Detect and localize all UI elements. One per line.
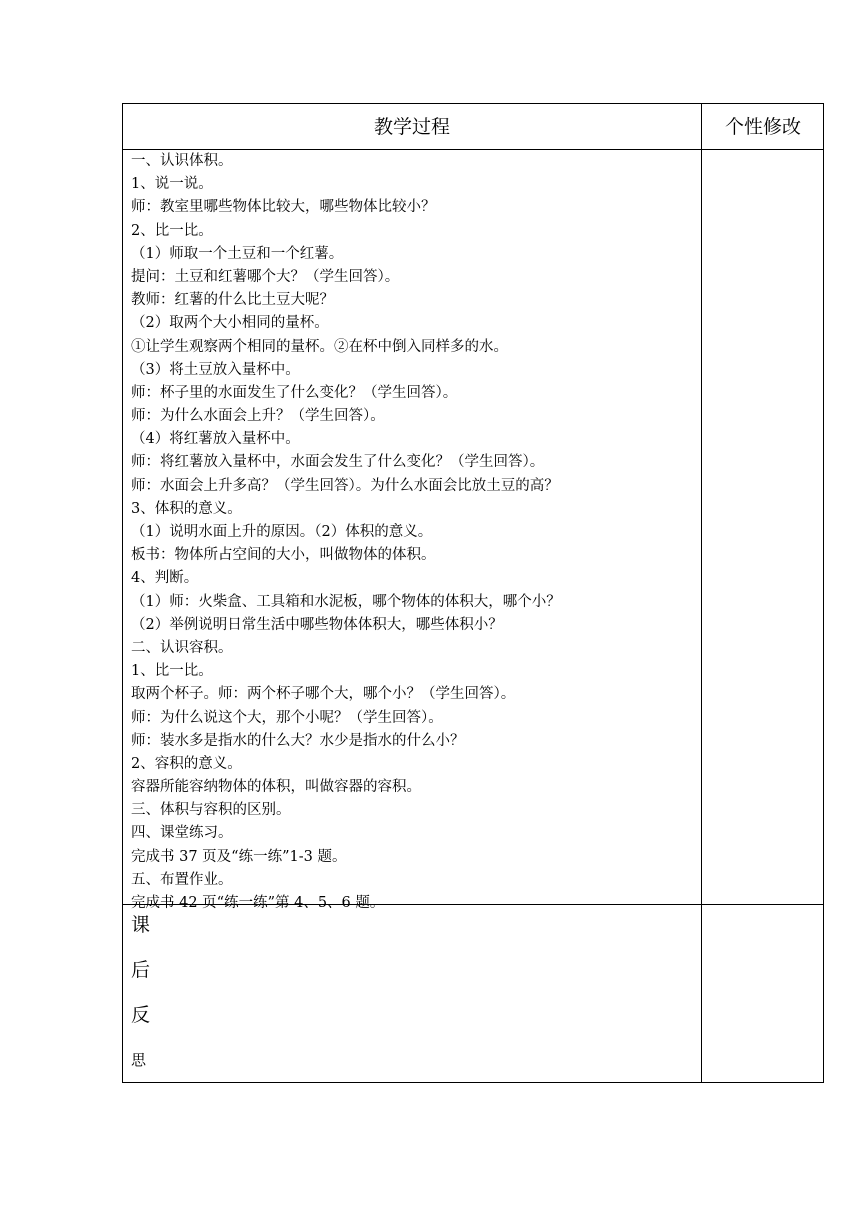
- content-line: 师：装水多是指水的什么大？水少是指水的什么小？: [131, 732, 465, 749]
- content-line: 容器所能容纳物体的体积，叫做容器的容积。: [131, 779, 421, 796]
- content-line: 师：教室里哪些物体比较大，哪些物体比较小？: [131, 199, 436, 216]
- process-column-header: 教学过程: [373, 116, 450, 138]
- edit-column-header: 个性修改: [724, 116, 801, 138]
- after-class-reflection-label: [131, 910, 150, 1090]
- content-line: （3）将土豆放入量杯中。: [131, 361, 300, 378]
- content-line: 完成书 37 页及“练一练”1-3 题。: [131, 848, 347, 865]
- reflection-char: 反: [131, 1004, 151, 1026]
- content-line: 师：水面会上升多高？（学生回答）。为什么水面会比放土豆的高？: [131, 477, 559, 494]
- column-divider: [701, 103, 702, 1083]
- content-line: 师：杯子里的水面发生了什么变化？（学生回答）。: [131, 384, 458, 401]
- content-line: 二、认识容积。: [131, 639, 233, 656]
- content-line: 五、布置作业。: [131, 871, 233, 888]
- content-line: （2）取两个大小相同的量杯。: [131, 315, 329, 332]
- content-line: 一、认识体积。: [131, 153, 233, 169]
- content-line: 2、容积的意义。: [131, 755, 242, 772]
- content-line: 板书：物体所占空间的大小，叫做物体的体积。: [131, 547, 436, 564]
- content-line: 教师：红薯的什么比土豆大呢？: [131, 292, 334, 309]
- content-line: 完成书 42 页“练一练”第 4、5、6 题。: [131, 895, 385, 911]
- teaching-process-content: [131, 150, 699, 915]
- content-line: （1）师取一个土豆和一个红薯。: [131, 245, 344, 262]
- content-line: ①让学生观察两个相同的量杯。②在杯中倒入同样多的水。: [131, 338, 508, 355]
- content-line: 师：将红薯放入量杯中，水面会发生了什么变化？（学生回答）。: [131, 454, 545, 471]
- content-line: （4）将红薯放入量杯中。: [131, 431, 300, 448]
- table-border-top: [122, 103, 824, 104]
- content-line: 4、判断。: [131, 570, 199, 587]
- table-border-right: [823, 103, 824, 1083]
- content-line: 取两个杯子。师：两个杯子哪个大，哪个小？（学生回答）。: [131, 686, 516, 703]
- content-line: 3、体积的意义。: [131, 500, 242, 517]
- content-line: 三、体积与容积的区别。: [131, 802, 291, 819]
- content-line: 师：为什么说这个大，那个小呢？（学生回答）。: [131, 709, 443, 726]
- reflection-char: 课: [131, 914, 151, 936]
- content-line: （1）说明水面上升的原因。（2）体积的意义。: [131, 524, 433, 540]
- content-line: 提问：土豆和红薯哪个大？（学生回答）。: [131, 268, 400, 285]
- content-line: （1）师：火柴盒、工具箱和水泥板，哪个物体的体积大，哪个小？: [131, 593, 561, 610]
- content-line: 1、比一比。: [131, 663, 213, 680]
- reflection-char: 后: [131, 959, 151, 981]
- content-line: 2、比一比。: [131, 222, 213, 239]
- content-line: 1、说一说。: [131, 176, 213, 193]
- content-line: （2）举例说明日常生活中哪些物体体积大，哪些体积小？: [131, 616, 503, 633]
- reflection-char: 思: [131, 1051, 147, 1069]
- table-border-left: [122, 103, 123, 1083]
- table-border-bottom: [122, 1082, 824, 1083]
- content-line: 四、课堂练习。: [131, 825, 233, 842]
- content-line: 师：为什么水面会上升？（学生回答）。: [131, 408, 385, 425]
